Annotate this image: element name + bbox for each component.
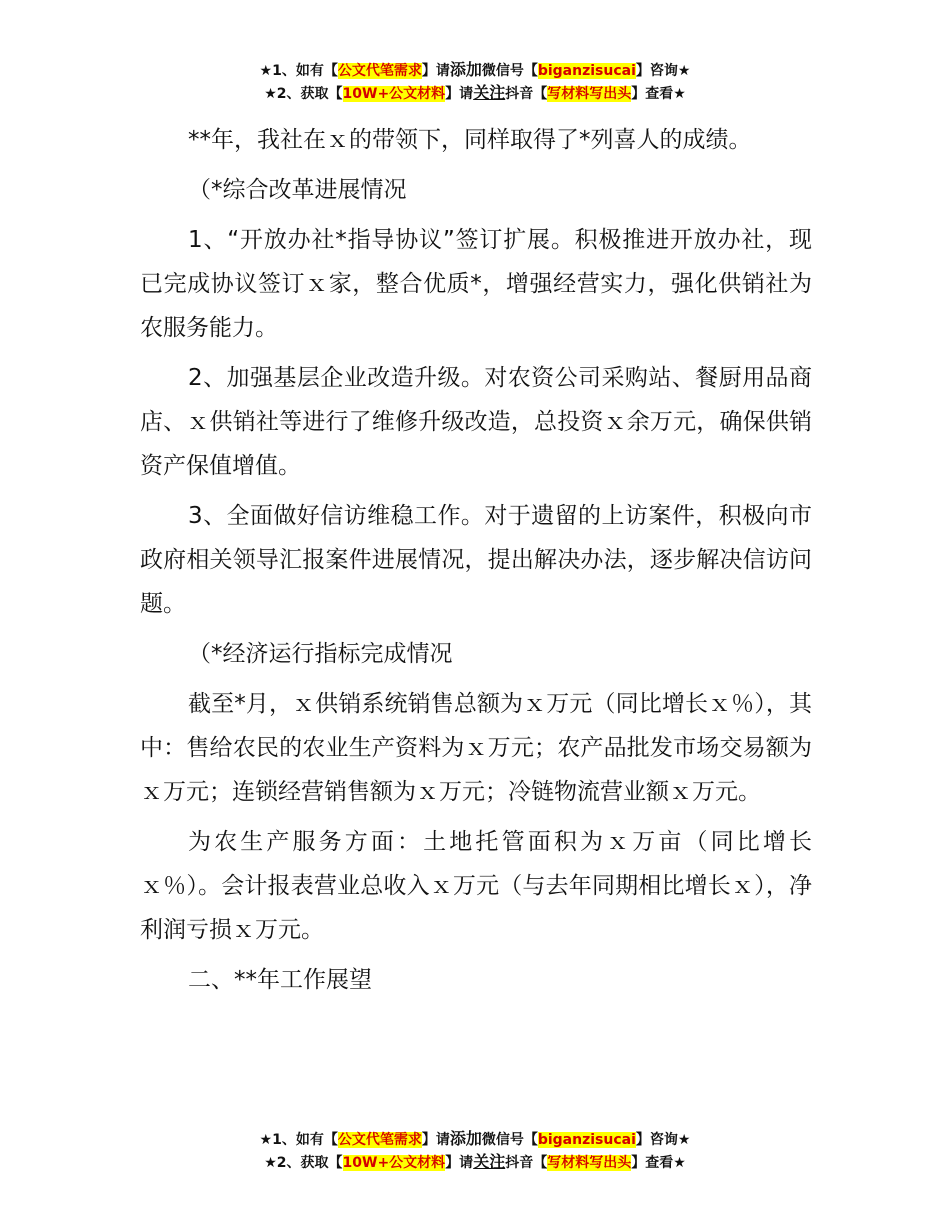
top-banner [0,59,950,105]
document-body [140,118,812,1008]
paragraph-item-3: 3、全面做好信访维稳工作。对于遗留的上访案件，积极向市政府相关领导汇报案件进展情况，提出解决办法，逐步解决信访问题。 [140,503,812,617]
paragraph-sales: 截至*月，ｘ供销系统销售总额为ｘ万元（同比增长ｘ％），其中：售给农民的农业生产资料为ｘ万元；农产品批发市场交易额为ｘ万元；连锁经营销售额为ｘ万元；冷链物流营业额ｘ万元。 [140,691,812,805]
highlight-douyin: 写材料写出头 [547,1155,632,1171]
highlight-materials: 10W+公文材料 [342,1155,446,1171]
paragraph-item-1: 1、“开放办社*指导协议”签订扩展。积极推进开放办社，现已完成协议签订ｘ家，整合优质*，增强经营实力，强化供销社为农服务能力。 [140,227,812,341]
highlight-service: 公文代笔需求 [337,63,422,79]
highlight-wechat-id: biganzisucai [537,1132,636,1148]
highlight-service: 公文代笔需求 [337,1132,422,1148]
section-heading-outlook: 二、**年工作展望 [188,967,372,993]
bottom-banner [0,1128,950,1174]
section-heading-reform: （*综合改革进展情况 [188,177,407,203]
highlight-wechat-id: biganzisucai [537,63,636,79]
banner-line-2: ★2、获取【10W+公文材料】请关注抖音【写材料写出头】查看★ [264,1152,686,1171]
highlight-materials: 10W+公文材料 [342,86,446,102]
highlight-douyin: 写材料写出头 [547,86,632,102]
paragraph-intro: **年，我社在ｘ的带领下，同样取得了*列喜人的成绩。 [188,127,752,153]
paragraph-services: 为农生产服务方面：土地托管面积为ｘ万亩（同比增长ｘ％）。会计报表营业总收入ｘ万元（与去年同期相比增长ｘ），净利润亏损ｘ万元。 [140,829,813,943]
section-heading-economy: （*经济运行指标完成情况 [188,641,453,667]
banner-line-1: ★1、如有【公文代笔需求】请添加微信号【biganzisucai】咨询★ [259,1129,691,1148]
paragraph-item-2: 2、加强基层企业改造升级。对农资公司采购站、餐厨用品商店、ｘ供销社等进行了维修升级改造，总投资ｘ余万元，确保供销资产保值增值。 [140,365,812,479]
banner-line-1: ★1、如有【公文代笔需求】请添加微信号【biganzisucai】咨询★ [259,60,691,79]
banner-line-2: ★2、获取【10W+公文材料】请关注抖音【写材料写出头】查看★ [264,83,686,102]
